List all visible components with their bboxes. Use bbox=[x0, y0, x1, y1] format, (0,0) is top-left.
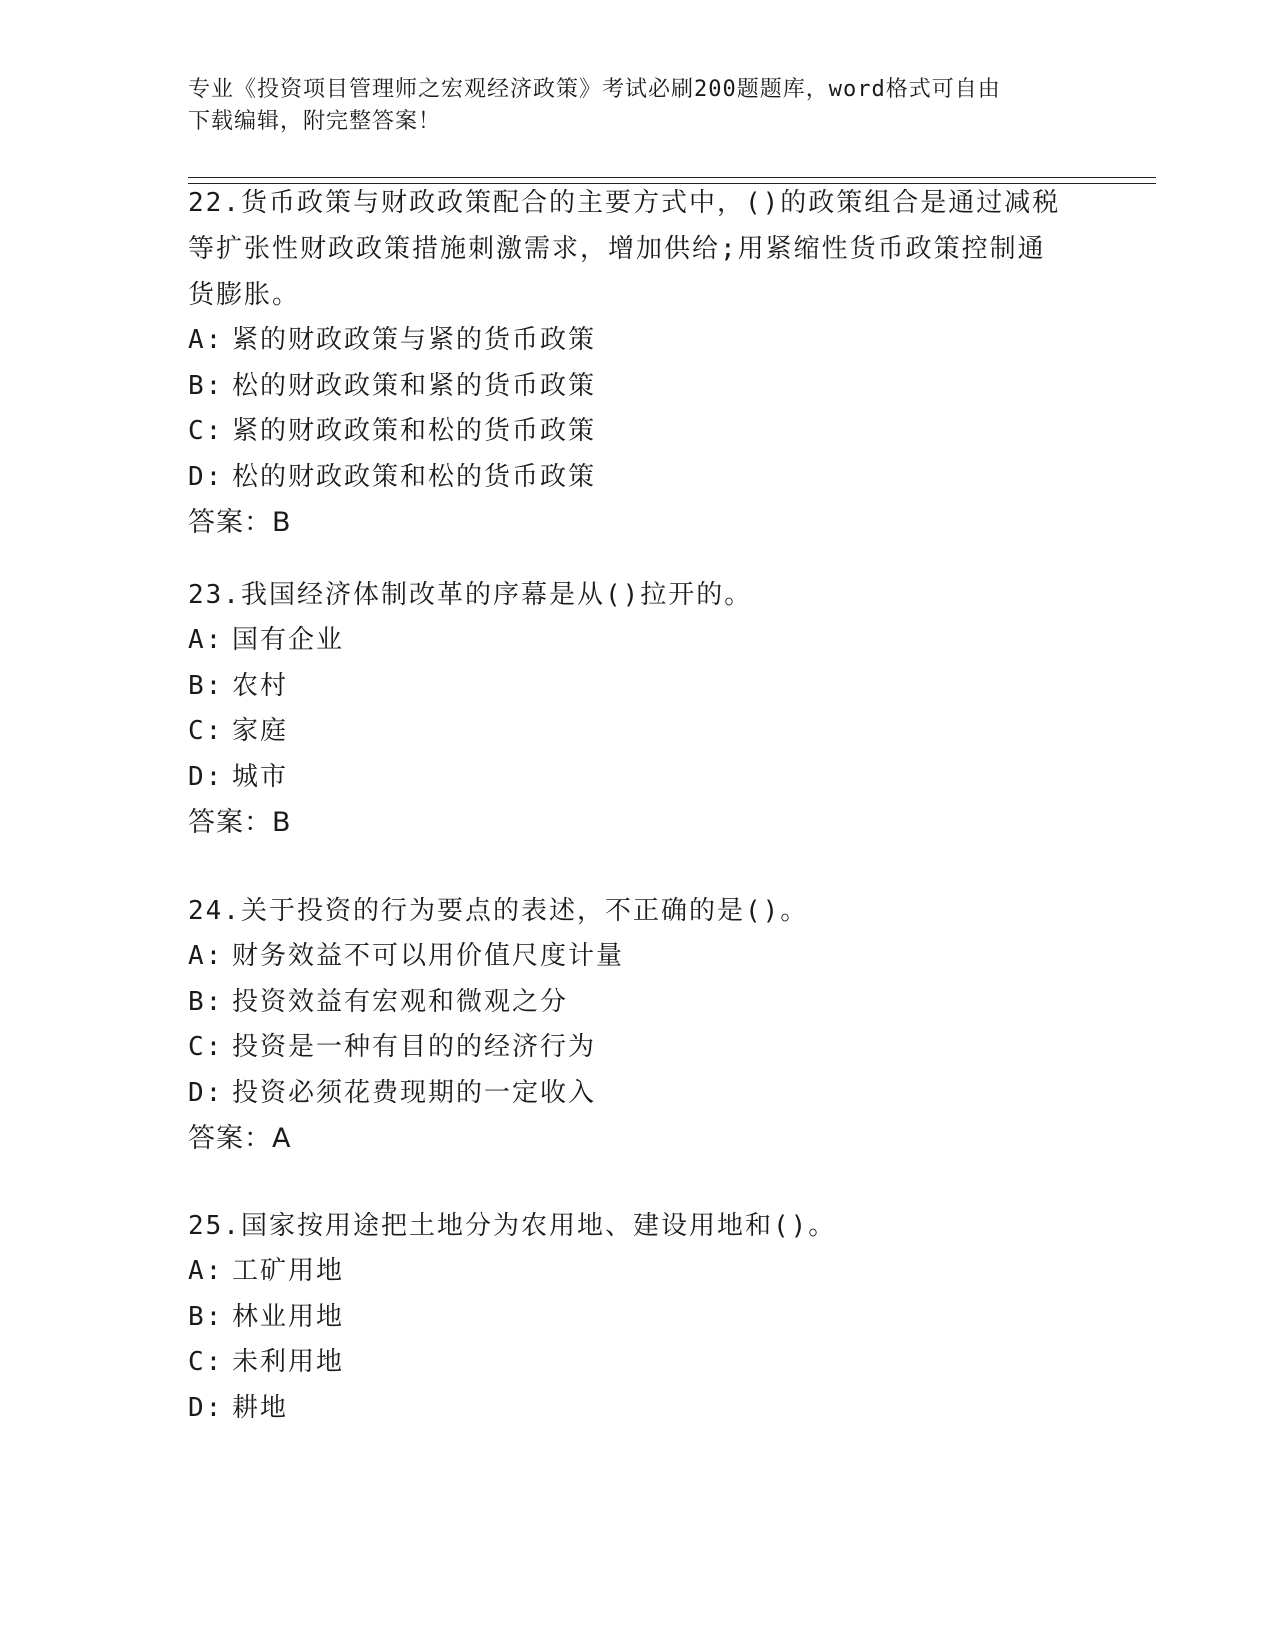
question-stem-line: 等扩张性财政政策措施刺激需求，增加供给;用紧缩性货币政策控制通 bbox=[188, 234, 1046, 264]
option-text: 林业用地 bbox=[232, 1301, 345, 1332]
option-d bbox=[188, 1071, 1088, 1117]
option-c bbox=[188, 1340, 1088, 1386]
option-b bbox=[188, 664, 1088, 710]
option-key: C: bbox=[188, 1347, 224, 1377]
answer-label: 答案： bbox=[188, 1123, 272, 1154]
option-c bbox=[188, 409, 1088, 455]
option-key: A: bbox=[188, 1256, 224, 1286]
option-text: 未利用地 bbox=[232, 1347, 345, 1377]
option-key: A: bbox=[188, 625, 224, 655]
document-header bbox=[188, 74, 1088, 138]
answer-label: 答案： bbox=[188, 507, 272, 538]
answer-line bbox=[188, 800, 1088, 846]
option-b bbox=[188, 980, 1088, 1026]
question-stem-line: 24.关于投资的行为要点的表述，不正确的是()。 bbox=[188, 896, 809, 926]
option-text: 工矿用地 bbox=[232, 1256, 345, 1286]
option-d bbox=[188, 455, 1088, 501]
option-key: B: bbox=[188, 370, 224, 401]
option-key: C: bbox=[188, 1032, 224, 1062]
option-b bbox=[188, 1295, 1088, 1341]
answer-value: A bbox=[272, 1123, 292, 1154]
option-key: D: bbox=[188, 761, 224, 792]
option-text: 国有企业 bbox=[232, 625, 345, 655]
option-text: 松的财政政策和紧的货币政策 bbox=[232, 370, 597, 401]
option-c bbox=[188, 709, 1088, 755]
answer-value: B bbox=[272, 807, 292, 838]
option-a bbox=[188, 618, 1088, 664]
header-divider-top bbox=[188, 177, 1156, 178]
question-23 bbox=[188, 572, 1088, 846]
answer-label: 答案： bbox=[188, 807, 272, 838]
option-text: 耕地 bbox=[232, 1392, 289, 1423]
answer-value: B bbox=[272, 507, 292, 538]
option-key: C: bbox=[188, 716, 224, 746]
option-text: 城市 bbox=[232, 761, 289, 792]
option-key: A: bbox=[188, 325, 224, 355]
option-text: 投资是一种有目的的经济行为 bbox=[232, 1032, 597, 1062]
option-key: C: bbox=[188, 416, 224, 446]
option-text: 家庭 bbox=[232, 716, 289, 746]
option-c bbox=[188, 1025, 1088, 1071]
option-a bbox=[188, 934, 1088, 980]
option-key: B: bbox=[188, 670, 224, 701]
header-line-1: 专业《投资项目管理师之宏观经济政策》考试必刷200题题库，word格式可自由 bbox=[188, 77, 1001, 102]
question-stem-line: 22.货币政策与财政政策配合的主要方式中，()的政策组合是通过减税 bbox=[188, 188, 1061, 218]
option-text: 松的财政政策和松的货币政策 bbox=[232, 461, 597, 492]
question-stem-line: 货膨胀。 bbox=[188, 280, 301, 310]
question-25 bbox=[188, 1203, 1088, 1431]
option-text: 投资效益有宏观和微观之分 bbox=[232, 986, 569, 1017]
option-a bbox=[188, 318, 1088, 364]
option-key: D: bbox=[188, 461, 224, 492]
header-line-2: 下载编辑，附完整答案！ bbox=[188, 109, 442, 134]
answer-line bbox=[188, 500, 1088, 546]
option-d bbox=[188, 755, 1088, 801]
option-text: 紧的财政政策与紧的货币政策 bbox=[232, 325, 597, 355]
question-24 bbox=[188, 888, 1088, 1162]
option-b bbox=[188, 364, 1088, 410]
option-key: B: bbox=[188, 1301, 224, 1332]
question-stem-line: 25.国家按用途把土地分为农用地、建设用地和()。 bbox=[188, 1211, 837, 1241]
option-text: 投资必须花费现期的一定收入 bbox=[232, 1077, 597, 1108]
question-stem-line: 23.我国经济体制改革的序幕是从()拉开的。 bbox=[188, 580, 753, 610]
option-text: 紧的财政政策和松的货币政策 bbox=[232, 416, 597, 446]
question-22 bbox=[188, 180, 1088, 546]
option-key: D: bbox=[188, 1077, 224, 1108]
answer-line bbox=[188, 1116, 1088, 1162]
option-text: 农村 bbox=[232, 670, 289, 701]
option-a bbox=[188, 1249, 1088, 1295]
option-d bbox=[188, 1386, 1088, 1432]
option-key: A: bbox=[188, 941, 224, 971]
option-key: B: bbox=[188, 986, 224, 1017]
option-key: D: bbox=[188, 1392, 224, 1423]
option-text: 财务效益不可以用价值尺度计量 bbox=[232, 941, 625, 971]
